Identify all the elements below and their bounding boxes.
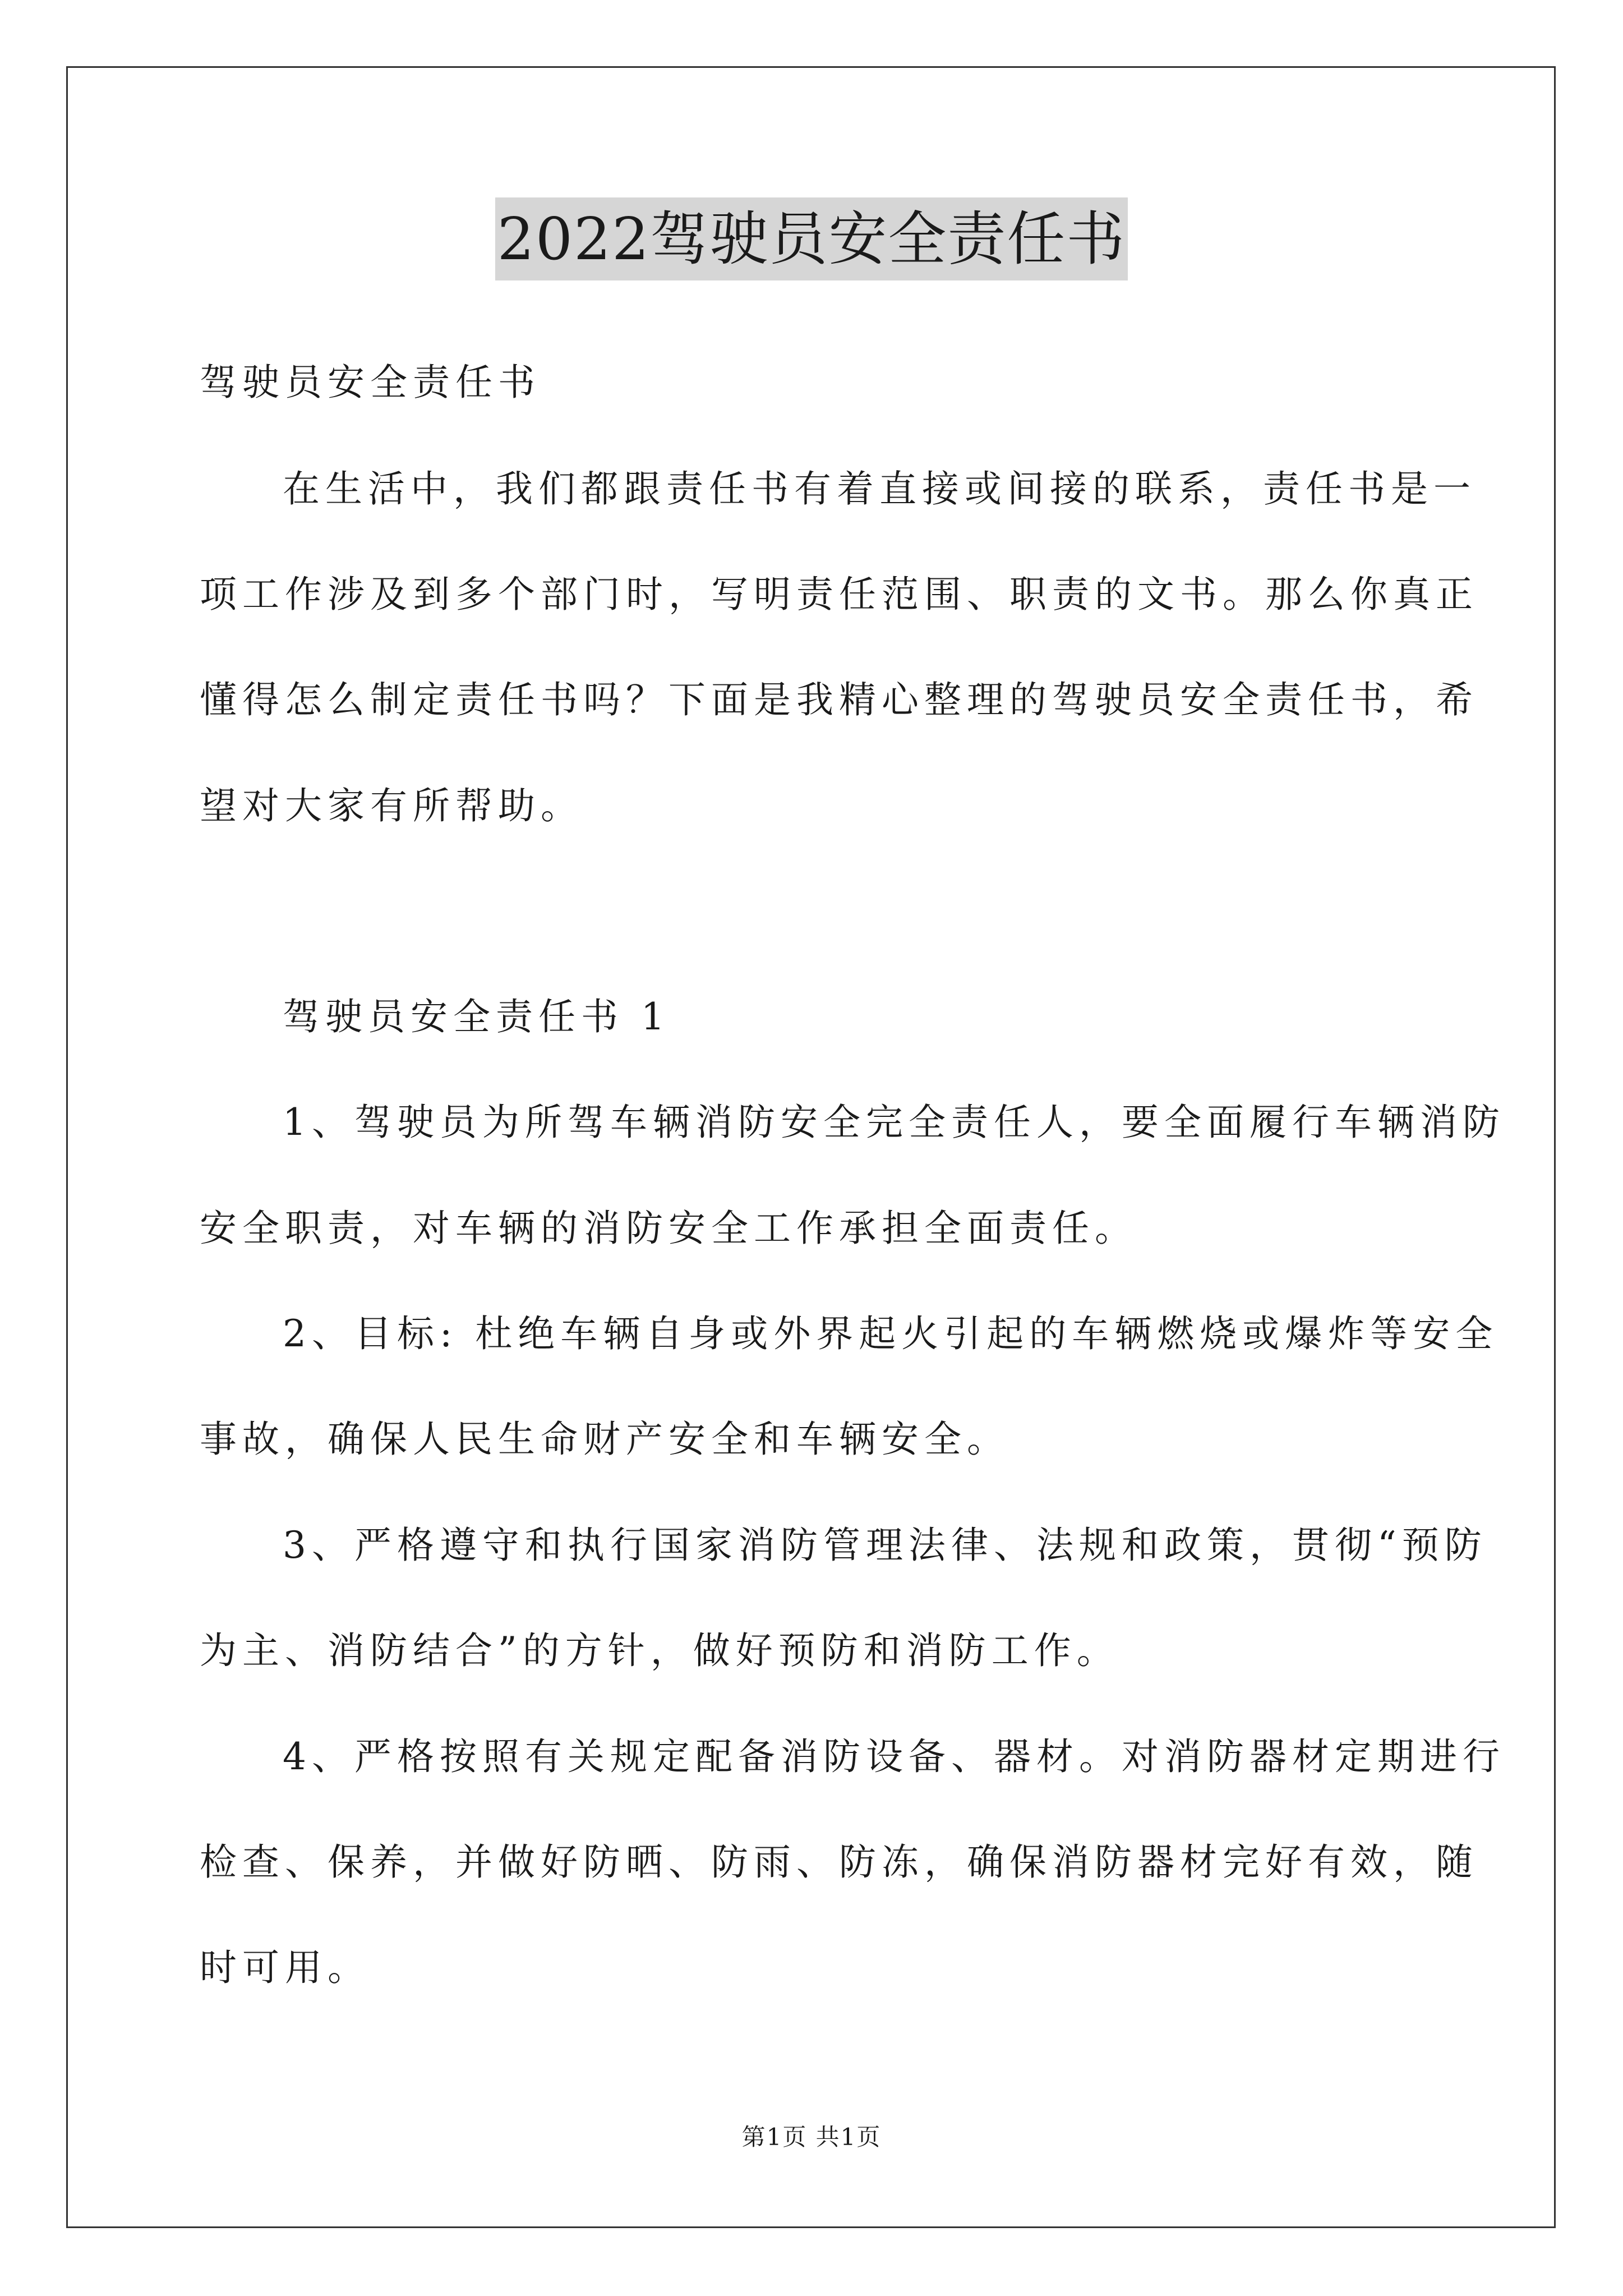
- intro-line-3: 懂得怎么制定责任书吗？下面是我精心整理的驾驶员安全责任书，希: [200, 678, 1478, 721]
- item-4-line-2: 检查、保养，并做好防晒、防雨、防冻，确保消防器材完好有效，随: [200, 1841, 1478, 1884]
- item-2-line-1: 2、目标: 杜绝车辆自身或外界起火引起的车辆燃烧或爆炸等安全: [283, 1312, 1498, 1355]
- item-3-line-2: 为主、消防结合”的方针，做好预防和消防工作。: [200, 1629, 1119, 1672]
- intro-line-2: 项工作涉及到多个部门时，写明责任范围、职责的文书。那么你真正: [200, 573, 1478, 616]
- document-title: 2022驾驶员安全责任书: [495, 197, 1128, 280]
- intro-line-4: 望对大家有所帮助。: [200, 784, 583, 827]
- item-4-line-1: 4、严格按照有关规定配备消防设备、器材。对消防器材定期进行: [283, 1735, 1505, 1778]
- section-heading: 驾驶员安全责任书 1: [283, 995, 670, 1038]
- item-1-line-1: 1、驾驶员为所驾车辆消防安全完全责任人，要全面履行车辆消防: [283, 1101, 1505, 1144]
- intro-line-1: 在生活中，我们都跟责任书有着直接或间接的联系，责任书是一: [283, 467, 1476, 510]
- item-3-line-1: 3、严格遵守和执行国家消防管理法律、法规和政策，贯彻“预防: [283, 1524, 1487, 1567]
- document-subtitle: 驾驶员安全责任书: [200, 361, 541, 404]
- item-2-line-2: 事故，确保人民生命财产安全和车辆安全。: [200, 1418, 1009, 1461]
- item-4-line-3: 时可用。: [200, 1946, 370, 1989]
- item-1-line-2: 安全职责，对车辆的消防安全工作承担全面责任。: [200, 1207, 1137, 1250]
- title-container: [0, 197, 1623, 280]
- page-footer: 第1页 共1页: [741, 2123, 882, 2151]
